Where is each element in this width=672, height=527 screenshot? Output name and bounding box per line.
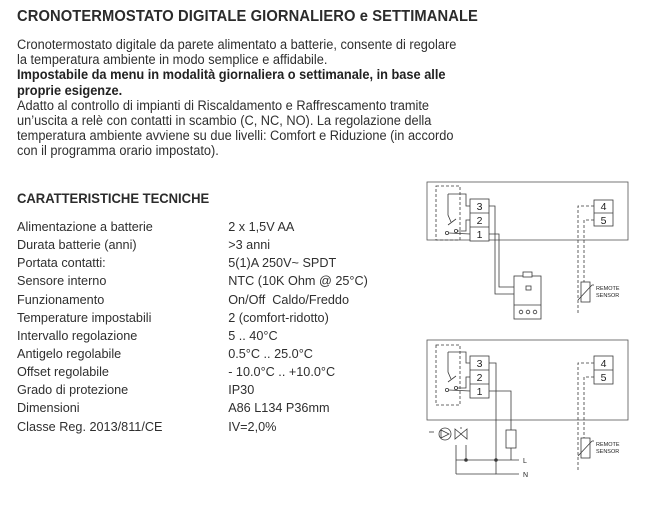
spec-value: IV=2,0%: [228, 418, 277, 434]
terminal-label: 3: [476, 358, 483, 370]
neutral-label: N: [523, 472, 529, 479]
spec-value: >3 anni: [228, 237, 271, 253]
spec-value: - 10.0°C .. +10.0°C: [228, 364, 336, 380]
sensor-label: REMOTE: [596, 442, 620, 448]
terminal-label: 3: [476, 201, 483, 213]
spec-value: IP30: [228, 382, 255, 398]
spec-label: Intervallo regolazione: [17, 327, 138, 343]
spec-label: Classe Reg. 2013/811/CE: [17, 418, 163, 434]
terminal-label: 2: [476, 372, 483, 384]
intro-paragraph-2: Impostabile da menu in modalità giornaliera o settimanale, in base alle proprie esigenze.: [17, 67, 446, 98]
spec-value: 2 x 1,5V AA: [228, 219, 295, 234]
spec-value: 5 .. 40°C: [228, 327, 278, 343]
line-label: L: [523, 458, 527, 465]
fuse-icon: [506, 430, 516, 448]
intro-paragraph-1: Cronotermostato digitale da parete alimentato a batterie, consente di regolare la temperatura ambiente in modo semplice e affidabile.: [17, 37, 457, 68]
spec-value: 0.5°C .. 25.0°C: [228, 345, 313, 361]
spec-value: A86 L134 P36mm: [228, 400, 330, 416]
spec-label: Funzionamento: [17, 291, 105, 307]
spec-label: Temperature impostabili: [17, 309, 152, 325]
terminal-label: 2: [476, 215, 483, 227]
spec-label: Grado di protezione: [17, 382, 129, 398]
spec-label: Dimensioni: [17, 400, 80, 416]
sensor-label: REMOTE: [596, 286, 620, 292]
spec-label: Antigelo regolabile: [17, 345, 122, 361]
specs-heading: CARATTERISTICHE TECNICHE: [17, 190, 210, 206]
spec-value: On/Off Caldo/Freddo: [228, 291, 350, 307]
spec-label: Portata contatti:: [17, 255, 106, 271]
terminal-label: 5: [600, 372, 607, 384]
terminal-label: 1: [476, 229, 483, 241]
spec-label: Alimentazione a batterie: [17, 219, 153, 234]
spec-label: Durata batterie (anni): [17, 237, 137, 253]
spec-label: Sensore interno: [17, 273, 107, 289]
sensor-label: SENSOR: [596, 449, 620, 455]
spec-value: 5(1)A 250V~ SPDT: [228, 255, 337, 271]
page-title: CRONOTERMOSTATO DIGITALE GIORNALIERO e SETTIMANALE: [17, 8, 478, 25]
terminal-label: 1: [476, 386, 483, 398]
terminal-label: 5: [600, 215, 607, 227]
spec-value: 2 (comfort-ridotto): [228, 309, 329, 325]
terminal-label: 4: [600, 358, 607, 370]
valve-icon: [455, 429, 461, 439]
spec-value: NTC (10K Ohm @ 25°C): [228, 273, 368, 289]
terminal-label: 4: [600, 201, 607, 213]
sensor-label: SENSOR: [596, 293, 620, 299]
spec-label: Offset regolabile: [17, 364, 109, 380]
intro-paragraph-3: Adatto al controllo di impianti di Riscaldamento e Raffrescamento tramite un’uscita a relè con contatti in scambio (C, NC, NO). La regolazione della temperatura ambiente avviene su due livelli: Comfort e Riduzione (in accordo con il programma orario impostato).: [17, 97, 454, 159]
